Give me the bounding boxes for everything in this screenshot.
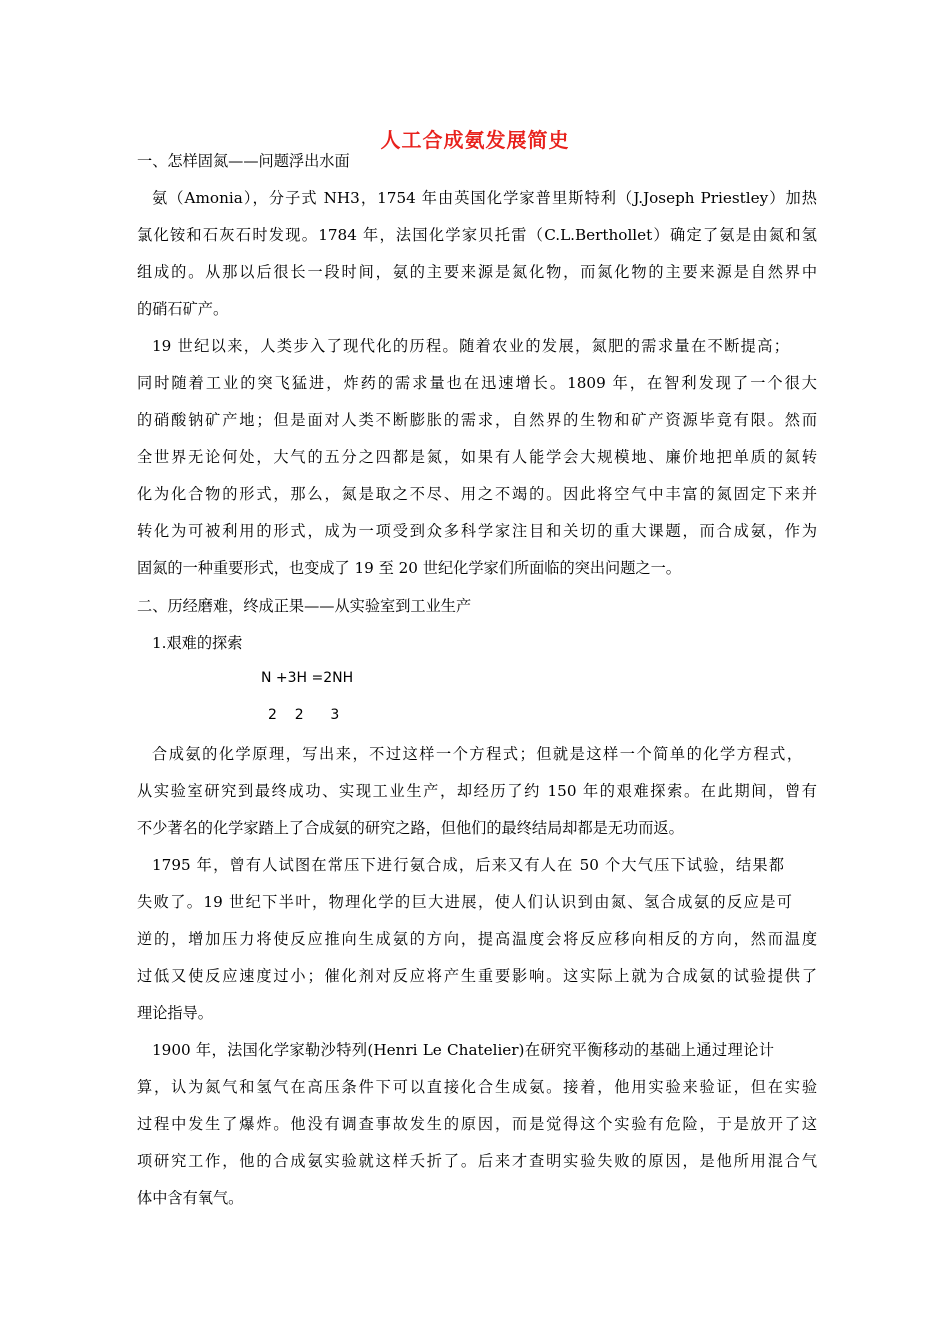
paragraph-line: 体中含有氧气。	[137, 1189, 244, 1207]
paragraph-line: 1795 年，曾有人试图在常压下进行氨合成，后来又有人在 50 个大气压下试验，结果都	[152, 856, 784, 874]
section-2-subheading: 1.艰难的探索	[152, 634, 243, 652]
paragraph-line: 合成氨的化学原理，写出来，不过这样一个方程式；但就是这样一个简单的化学方程式，	[152, 745, 802, 763]
paragraph-line: 1900 年，法国化学家勒沙特列(Henri Le Chatelier)在研究平衡移动的基础上通过理论计	[152, 1041, 774, 1059]
paragraph-line: 理论指导。	[137, 1004, 213, 1022]
paragraph-line: 19 世纪以来，人类步入了现代化的历程。随着农业的发展，氮肥的需求量在不断提高；	[152, 337, 789, 355]
section-2-heading: 二、历经磨难，终成正果——从实验室到工业生产	[137, 597, 472, 615]
paragraph-line: 氨（Amonia），分子式 NH3，1754 年由英国化学家普里斯特利（J.Joseph Priestley）加热	[152, 189, 817, 207]
equation-subscripts: 2 2 3	[268, 707, 340, 723]
paragraph-line: 全世界无论何处，大气的五分之四都是氮，如果有人能学会大规模地、廉价地把单质的氮转	[137, 448, 817, 466]
paragraph-line: 项研究工作，他的合成氨实验就这样夭折了。后来才查明实验失败的原因，是他所用混合气	[137, 1152, 817, 1170]
paragraph-line: 化为化合物的形式，那么，氮是取之不尽、用之不竭的。因此将空气中丰富的氮固定下来并	[137, 485, 817, 503]
paragraph-line: 从实验室研究到最终成功、实现工业生产，却经历了约 150 年的艰难探索。在此期间，曾有	[137, 782, 817, 800]
paragraph-line: 逆的，增加压力将使反应推向生成氨的方向，提高温度会将反应移向相反的方向，然而温度	[137, 930, 817, 948]
chemical-equation: N +3H =2NH	[261, 670, 354, 686]
paragraph-line: 组成的。从那以后很长一段时间，氨的主要来源是氮化物，而氮化物的主要来源是自然界中	[137, 263, 817, 281]
document-title: 人工合成氨发展简史	[380, 128, 570, 152]
paragraph-line: 不少著名的化学家踏上了合成氨的研究之路，但他们的最终结局却都是无功而返。	[137, 819, 684, 837]
section-1-heading: 一、怎样固氮——问题浮出水面	[137, 152, 350, 170]
paragraph-line: 过低又使反应速度过小；催化剂对反应将产生重要影响。这实际上就为合成氨的试验提供了	[137, 967, 817, 985]
paragraph-line: 同时随着工业的突飞猛进，炸药的需求量也在迅速增长。1809 年，在智利发现了一个很大	[137, 374, 817, 392]
paragraph-line: 的硝酸钠矿产地；但是面对人类不断膨胀的需求，自然界的生物和矿产资源毕竟有限。然而	[137, 411, 817, 429]
paragraph-line: 过程中发生了爆炸。他没有调查事故发生的原因，而是觉得这个实验有危险，于是放开了这	[137, 1115, 817, 1133]
paragraph-line: 固氮的一种重要形式，也变成了 19 至 20 世纪化学家们所面临的突出问题之一。	[137, 559, 681, 577]
paragraph-line: 算，认为氮气和氢气在高压条件下可以直接化合生成氨。接着，他用实验来验证，但在实验	[137, 1078, 817, 1096]
paragraph-line: 失败了。19 世纪下半叶，物理化学的巨大进展，使人们认识到由氮、氢合成氨的反应是可	[137, 893, 792, 911]
paragraph-line: 氯化铵和石灰石时发现。1784 年，法国化学家贝托雷（C.L.Berthollet）确定了氨是由氮和氢	[137, 226, 817, 244]
paragraph-line: 的硝石矿产。	[137, 300, 229, 318]
paragraph-line: 转化为可被利用的形式，成为一项受到众多科学家注目和关切的重大课题，而合成氨，作为	[137, 522, 817, 540]
